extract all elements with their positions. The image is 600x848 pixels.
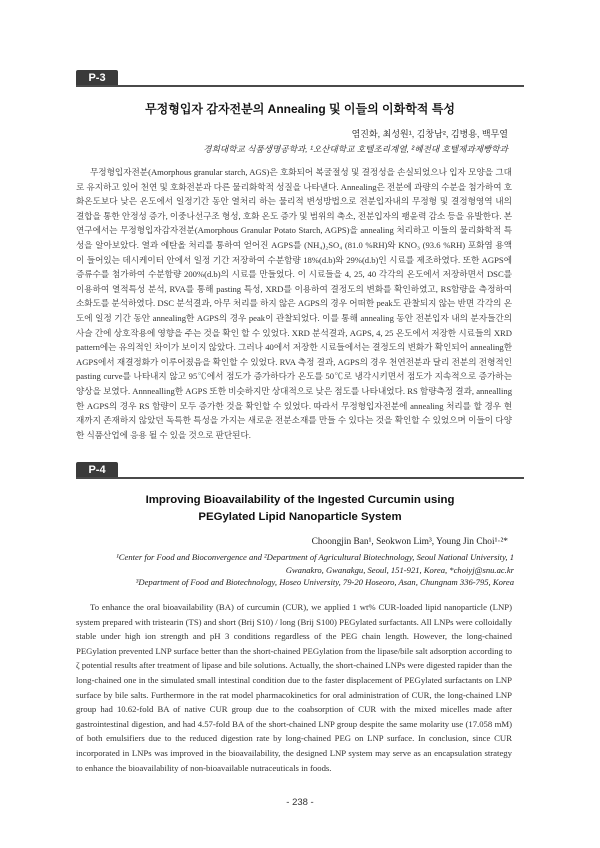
p4-abstract-text: To enhance the oral bioavailability (BA) of curcumin (CUR), we applied 1 wt% CUR-loaded lipid nanoparticle (LNP) system prepared with tristearin (TS) and short (Brij S10) / long (Brij S100) PEGylated surfactants. All LNPs were colloidally stable under high ion strength and pH 3 conditions regardless of the PEG chain length. However, the long-chained PEGylation prevented LNP surface better than the short-chained PEGylation from the lipase/bile salt adsorption according to ζ potential results after treatment of lipase and bile solutions. Actually, the short-chained LNPs were digested rapider than the long-chained one in the simulated small intestinal condition due to the faster displacement of PEGylated surfactants on LNP surface by bile salts. Furthermore in the rat model pharmacokinetics for oral administration of CUR, the long-chained LNP group had 10.62-fold BA of native CUR group due to the coabsorption of CUR with the mixed micelles made after gastrointestinal digestion, and had 4.57-fold BA of the short-chained LNP group despite the same molarity use (17.058 mM) of both emulsifiers due to the reduced digestion rate by long-chained PEG on LNP surface. In conclusion, since CUR incorporated in LNPs was improved in the bioavailability, the designed LNP system may serve as an encapsulation strategy to enhance the bioavailability of non-bioavailable nutraceuticals in foods. <box>76 602 512 773</box>
p4-title <box>70 492 530 526</box>
p4-affiliation-1: ¹Center for Food and Bioconvergence and ²Department of Agricultural Biotechnology, Seoul National University, 1 <box>116 552 514 562</box>
section-badge-p3: P-3 <box>76 70 118 87</box>
p3-title: 무정형입자 감자전분의 Annealing 및 이들의 이화학적 특성 <box>145 102 455 116</box>
p4-authors: Choongjin Ban¹, Seokwon Lim³, Young Jin Choi¹·²* <box>311 537 508 547</box>
p4-title-line2: PEGylated Lipid Nanoparticle System <box>198 511 402 523</box>
p4-abstract <box>76 600 512 775</box>
p4-affiliation-3: ³Department of Food and Biotechnology, Hoseo University, 79-20 Hoseoro, Asan, Chungnam 336-795, Korea <box>135 577 514 587</box>
p3-authors: 염진화, 최성원¹, 김창남², 김병용, 백무열 <box>351 129 508 139</box>
section-rule-p3 <box>76 85 524 87</box>
p4-title-line1: Improving Bioavailability of the Ingested Curcumin using <box>145 494 455 506</box>
p4-affiliation-2: Gwanakro, Gwanakgu, Seoul, 151-921, Korea, *choiyj@snu.ac.kr <box>285 564 514 575</box>
p3-abstract <box>76 165 512 442</box>
section-badge-p4: P-4 <box>76 462 118 479</box>
page-number: - 238 - <box>286 797 314 808</box>
section-rule-p4 <box>76 477 524 479</box>
p3-affiliation: 경희대학교 식품생명공학과, ¹오산대학교 호텔조리계열, ²혜전대 호텔제과제빵학과 <box>203 144 508 154</box>
p3-abstract-text: 무정형입자전분(Amorphous granular starch, AGS)은 호화되어 복굴절성 및 결정성을 손실되었으나 입자 모양을 그대로 유지하고 있어 천연 및 호화전분과 다른 물리화학적 성질을 나타낸다. Annealing은 전분에 과량의 수분을 첨가하여 호화온도보다 낮은 온도에서 일정기간 동안 열처리 하는 물리적 변성방법으로 전분입자내의 무정형 및 결정형영역 내의 결합을 통한 안정성 증가, 이중나선구조 형성, 호화 온도 증가 및 범위의 축소, 전분입자의 팽윤력 감소 등을 유발한다. 본 연구에서는 무정형입자감자전분(Amorphous Granular Potato Starch, AGPS)을 annealing 처리하고 이들의 물리화학적 특성을 알아보았다. 열과 에탄올 처리를 통하여 얻어진 AGPS를 (NH₄)₂SO₄ (81.0 %RH)와 KNO₃ (93.6 %RH) 포화염 용액이 들어있는 데시케이터 안에서 일정 기간 저장하여 수분함량 18%(d.b)와 29%(d.b)인 시료를 제조하였다. 또한 AGPS에 증류수를 첨가하여 수분함량 200%(d.b)의 시료를 만들었다. 이 시료들을 4, 25, 40 각각의 온도에서 저장하면서 DSC를 이용하여 열적특성 분석, RVA를 통해 pasting 특성, XRD를 이용하여 결정도의 변화를 확인하였고, RS함량을 측정하여 소화도를 분석하였다. DSC 분석결과, 아무 처리를 하지 않은 AGPS의 경우 어떠한 peak도 관찰되지 않는 반면 각각의 온도에 일정 기간 동안 annealing한 AGPS의 경우 peak이 관찰되었다. 이를 통해 annealing 동안 전분입자 내의 분자들간의 사슬 간에 상호작용에 영향을 주는 것을 확인 할 수 있었다. XRD 분석결과, AGPS, 4, 25 온도에서 저장한 시료들의 XRD pattern에는 유의적인 차이가 보이지 않았다. 그러나 40에서 저장한 시료들에서는 결정도의 변화가 확인되어 annealing한 AGPS에서 재결정화가 이루어졌음을 확인할 수 있었다. RVA 측정 결과, AGPS의 경우 천연전분과 달리 전분의 전형적인 pasting curve를 나타내지 않고 95℃에서 점도가 증가하다가 온도를 50℃로 냉각시키면서 점도가 지속적으로 증가하는 양상을 보였다. Annnealling한 AGPS 또한 비슷하지만 상대적으로 낮은 점도를 나타내었다. RS 함량측정 결과, annealling한 AGPS의 경우 RS 함량이 모두 증가한 것을 확인할 수 있었다. 따라서 무정형입자전분에 annealing 처리를 할 경우 현재까지 존재하지 않았던 독특한 특성을 가지는 새로운 전분소재를 만들 수 있다는 것을 확인할 수 있었으며 이들이 다양한 식품산업에 응용 될 수 있을 것으로 판단된다. <box>76 167 512 440</box>
p4-affiliations <box>76 551 514 589</box>
